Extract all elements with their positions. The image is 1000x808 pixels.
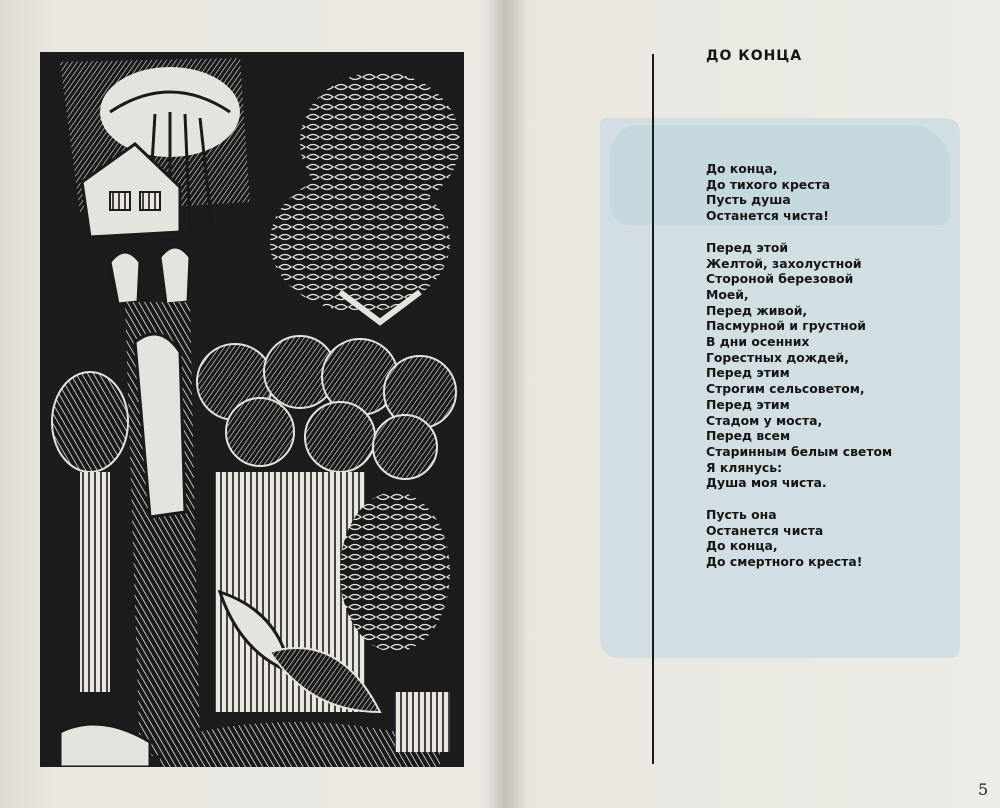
- poem-line: До конца,: [706, 161, 778, 176]
- poem-line: Моей,: [706, 286, 749, 302]
- poem-line: Перед этим: [706, 365, 790, 381]
- stanza-3: [706, 507, 892, 570]
- poem-line: Желтой, захолустной: [706, 255, 862, 271]
- woodcut-illustration-icon: [40, 52, 464, 767]
- poem-line: Останется чиста: [706, 522, 824, 538]
- poem-line: Перед всем: [706, 428, 791, 444]
- poem-line: Пасмурной и грустной: [706, 318, 866, 334]
- poem-line: Перед этой: [706, 239, 789, 255]
- poem-line: Пусть душа: [706, 192, 791, 208]
- poem-line: До тихого креста: [706, 176, 831, 192]
- book-gutter: [488, 0, 528, 808]
- poem-line: Горестных дождей,: [706, 349, 849, 365]
- page-number: 5: [978, 780, 989, 799]
- poem-line: Я клянусь:: [706, 459, 783, 475]
- poem-line: Останется чиста!: [706, 208, 829, 224]
- poem-line: В дни осенних: [706, 334, 810, 350]
- poem-line: Пусть она: [706, 507, 777, 523]
- poem-line: До смертного креста!: [706, 554, 863, 570]
- poem-line: До конца,: [706, 538, 778, 554]
- poem-line: Перед этим: [706, 396, 790, 412]
- poem-line: Перед живой,: [706, 302, 808, 318]
- stanza-1: [706, 161, 892, 224]
- vertical-rule: [652, 54, 654, 764]
- poem-line: Душа моя чиста.: [706, 475, 827, 491]
- poem-line: Старинным белым светом: [706, 443, 893, 459]
- poem-title: ДО КОНЦА: [706, 48, 803, 64]
- stanza-2: [706, 240, 892, 491]
- poem-line: Стороной березовой: [706, 271, 854, 287]
- poem-line: Стадом у моста,: [706, 412, 823, 428]
- poem-line: Строгим сельсоветом,: [706, 381, 865, 397]
- poem-text: [706, 161, 892, 586]
